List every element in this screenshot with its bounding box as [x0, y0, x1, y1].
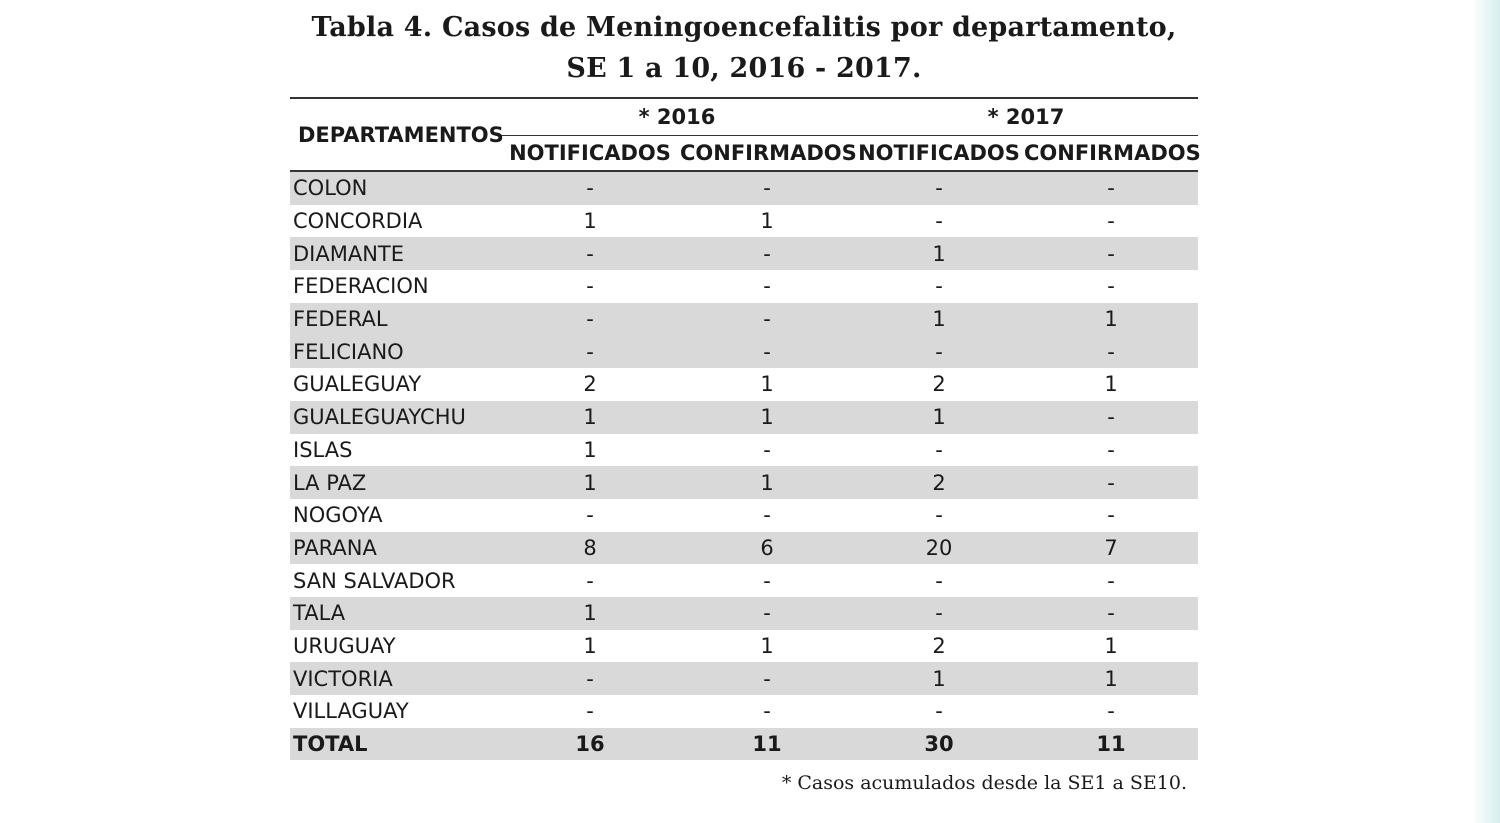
cell-confirmados-2016: 6 — [680, 532, 854, 565]
table-row — [290, 335, 1198, 368]
cell-confirmados-2017: - — [1107, 503, 1115, 528]
cell-notificados-2016: 1 — [500, 401, 680, 434]
cell-confirmados-2016: - — [763, 568, 771, 593]
cell-confirmados-2017: - — [1024, 466, 1198, 499]
cell-notificados-2016: 1 — [583, 437, 597, 462]
table-title: Tabla 4. Casos de Meningoencefalitis por departamento, — [311, 12, 1177, 43]
cell-departamento: NOGOYA — [293, 503, 383, 528]
cell-departamento: FELICIANO — [290, 335, 500, 368]
cell-confirmados-2016: - — [680, 335, 854, 368]
cell-confirmados-2016: 1 — [680, 401, 854, 434]
cell-confirmados-2016: 1 — [760, 209, 774, 234]
cell-departamento: GUALEGUAY — [293, 372, 422, 397]
right-edge-gradient — [1472, 0, 1500, 823]
cell-notificados-2017: - — [935, 503, 943, 528]
cell-confirmados-2017: - — [1107, 437, 1115, 462]
cell-total-confirmados-2016: 11 — [680, 728, 854, 761]
cell-notificados-2016: 2 — [583, 372, 597, 397]
table-row — [290, 401, 1198, 434]
cell-departamento: GUALEGUAYCHU — [290, 401, 500, 434]
cell-notificados-2016: 1 — [583, 633, 597, 658]
header-notificados-2017: NOTIFICADOS — [854, 136, 1024, 172]
cell-departamento: ISLAS — [293, 437, 353, 462]
cell-notificados-2017: 1 — [854, 662, 1024, 695]
table-row — [290, 303, 1198, 336]
table-row — [290, 630, 1198, 663]
cell-departamento: SAN SALVADOR — [293, 568, 456, 593]
cell-confirmados-2017: - — [1024, 401, 1198, 434]
cell-notificados-2016: - — [500, 171, 680, 205]
cell-confirmados-2016: - — [763, 503, 771, 528]
table-subtitle: SE 1 a 10, 2016 - 2017. — [566, 53, 922, 84]
cell-total-confirmados-2017: 11 — [1024, 728, 1198, 761]
cell-confirmados-2016: 1 — [760, 633, 774, 658]
cell-notificados-2016: - — [586, 274, 594, 299]
cell-confirmados-2017: - — [1107, 274, 1115, 299]
cell-confirmados-2017: 1 — [1024, 303, 1198, 336]
cell-departamento: FEDERACION — [293, 274, 429, 299]
cell-departamento: TALA — [290, 597, 500, 630]
cell-notificados-2016: 1 — [500, 466, 680, 499]
cell-notificados-2016: - — [500, 335, 680, 368]
cell-notificados-2017: - — [935, 209, 943, 234]
cell-notificados-2017: 20 — [854, 532, 1024, 565]
table-row — [290, 434, 1198, 467]
table-row — [290, 662, 1198, 695]
total-row — [290, 728, 1198, 761]
table-header — [290, 98, 1201, 171]
cell-confirmados-2017: - — [1024, 335, 1198, 368]
table-row — [290, 368, 1198, 401]
cell-notificados-2017: 1 — [854, 401, 1024, 434]
header-confirmados-2017: CONFIRMADOS — [1024, 136, 1198, 172]
footnote: * Casos acumulados desde la SE1 a SE10. — [781, 772, 1187, 794]
table-row — [290, 532, 1198, 565]
cell-confirmados-2017: - — [1024, 171, 1198, 205]
cell-confirmados-2017: - — [1107, 209, 1115, 234]
table-row — [290, 171, 1198, 205]
cell-departamento: VILLAGUAY — [293, 699, 409, 724]
table-row — [290, 499, 1198, 532]
table-row — [290, 205, 1198, 238]
cell-notificados-2016: 8 — [500, 532, 680, 565]
table-row — [290, 564, 1198, 597]
cell-notificados-2017: 2 — [932, 372, 946, 397]
cell-notificados-2017: - — [854, 597, 1024, 630]
cell-confirmados-2017: 1 — [1104, 372, 1118, 397]
data-table-container — [290, 97, 1201, 760]
cell-notificados-2017: 2 — [932, 633, 946, 658]
cell-total-notificados-2017: 30 — [854, 728, 1024, 761]
header-confirmados-2016: CONFIRMADOS — [680, 136, 854, 172]
cell-departamento: DIAMANTE — [290, 237, 500, 270]
cell-departamento: PARANA — [290, 532, 500, 565]
table-row — [290, 597, 1198, 630]
header-year-2017: * 2017 — [854, 98, 1198, 136]
table-row — [290, 237, 1198, 270]
cell-notificados-2017: - — [935, 699, 943, 724]
cell-notificados-2017: - — [854, 171, 1024, 205]
cell-notificados-2016: - — [586, 699, 594, 724]
cell-confirmados-2017: - — [1024, 237, 1198, 270]
cell-confirmados-2016: 1 — [760, 372, 774, 397]
cell-confirmados-2016: - — [680, 303, 854, 336]
cell-confirmados-2017: 7 — [1024, 532, 1198, 565]
cell-confirmados-2016: - — [680, 237, 854, 270]
cell-notificados-2016: - — [586, 503, 594, 528]
cell-total-label: TOTAL — [290, 728, 500, 761]
cell-notificados-2016: 1 — [500, 597, 680, 630]
cell-confirmados-2017: - — [1107, 568, 1115, 593]
cell-departamento: LA PAZ — [290, 466, 500, 499]
cell-confirmados-2017: 1 — [1104, 633, 1118, 658]
cell-notificados-2017: - — [854, 335, 1024, 368]
cell-notificados-2017: 1 — [854, 303, 1024, 336]
cell-departamento: CONCORDIA — [293, 209, 423, 234]
cell-confirmados-2017: - — [1024, 597, 1198, 630]
table-row — [290, 695, 1198, 728]
cell-confirmados-2016: - — [763, 699, 771, 724]
cell-notificados-2016: - — [500, 237, 680, 270]
cell-confirmados-2016: - — [763, 437, 771, 462]
cell-confirmados-2016: - — [680, 597, 854, 630]
cell-confirmados-2017: 1 — [1024, 662, 1198, 695]
data-table — [290, 97, 1201, 760]
cell-notificados-2016: 1 — [583, 209, 597, 234]
cell-notificados-2016: - — [500, 662, 680, 695]
cell-departamento: VICTORIA — [290, 662, 500, 695]
cell-notificados-2017: 1 — [854, 237, 1024, 270]
cell-confirmados-2016: - — [763, 274, 771, 299]
cell-notificados-2017: - — [935, 274, 943, 299]
cell-confirmados-2016: - — [680, 171, 854, 205]
table-row — [290, 466, 1198, 499]
header-notificados-2016: NOTIFICADOS — [500, 136, 680, 172]
cell-notificados-2017: - — [935, 568, 943, 593]
cell-departamento: COLON — [290, 171, 500, 205]
cell-confirmados-2017: - — [1107, 699, 1115, 724]
table-row — [290, 270, 1198, 303]
header-year-2016: * 2016 — [500, 98, 854, 136]
cell-departamento: URUGUAY — [293, 633, 396, 658]
cell-confirmados-2016: 1 — [680, 466, 854, 499]
table-body — [290, 171, 1198, 760]
header-departamentos: DEPARTAMENTOS — [290, 98, 500, 171]
cell-notificados-2016: - — [500, 303, 680, 336]
cell-notificados-2016: - — [586, 568, 594, 593]
cell-total-notificados-2016: 16 — [500, 728, 680, 761]
cell-confirmados-2016: - — [680, 662, 854, 695]
cell-notificados-2017: 2 — [854, 466, 1024, 499]
cell-notificados-2017: - — [935, 437, 943, 462]
cell-departamento: FEDERAL — [290, 303, 500, 336]
